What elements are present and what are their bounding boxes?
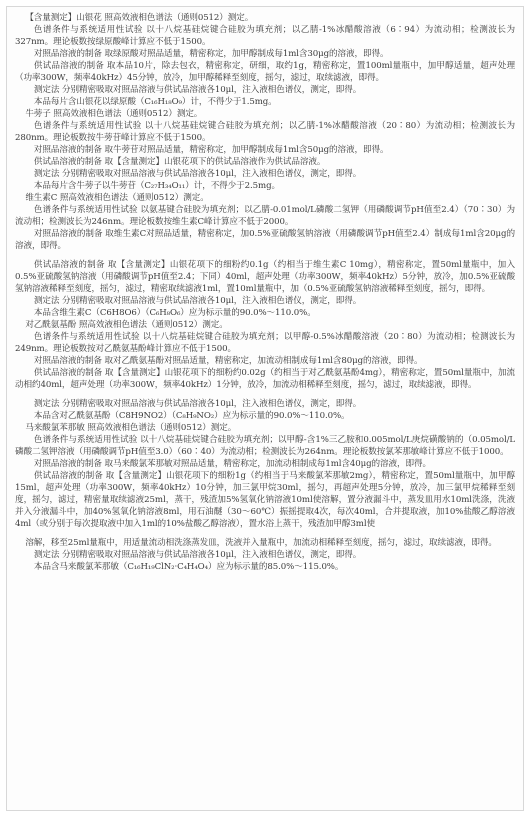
paragraph-gap — [15, 530, 515, 537]
document-page — [6, 6, 524, 811]
paragraph: 供试品溶液的制备 取【含量测定】山银花项下的细粉约0.1g（约相当于维生素C 10mg），精密称定，置50ml量瓶中，加入0.5%亚硫酸氢钠溶液（用磷酸调节pH值至2.4；下同）40ml，超声处理（功率300W，频率40kHz）5分钟，放冷，加0.5%亚硫酸氢钠溶液稀释至刻度，摇匀，滤过，精密取续滤液1ml，置10ml量瓶中，加（0.5%亚硫酸氢钠溶液稀释至刻度，摇匀，即得。 — [15, 260, 515, 294]
paragraph: 测定法 分别精密吸取对照品溶液与供试品溶液各10μl，注入液相色谱仪，测定，即得。 — [33, 296, 362, 306]
paragraph: 色谱条件与系统适用性试验 以十八烷基硅烷键合硅胶为填充剂；以甲醇-0.5%冰醋酸溶液（20∶80）为流动相；检测波长为249nm。理论板数按对乙酰氨基酚峰计算应不低于1500。 — [15, 332, 515, 354]
paragraph: 测定法 分别精密吸取对照品溶液与供试品溶液各10μl，注入液相色谱仪，测定，即得。 — [33, 85, 362, 95]
paragraph: 对照品溶液的制备 取维生素C对照品适量，精密称定，加0.5%亚硫酸氢钠溶液（用磷酸调节pH值至2.4）制成每1ml含20μg的溶液，即得。 — [15, 229, 515, 251]
paragraph: 本品每片含牛蒡子以牛蒡苷（C₂₇H₃₄O₁₁）计，不得少于2.5mg。 — [33, 181, 280, 191]
paragraph: 测定法 分别精密吸取对照品溶液与供试品溶液各10μl，注入液相色谱仪，测定，即得。 — [33, 550, 362, 560]
paragraph: 本品含马来酸氯苯那敏（C₁₆H₁₉ClN₂·C₄H₄O₄）应为标示量的85.0%～115.0%。 — [33, 562, 344, 572]
paragraph: 本品每片含山银花以绿原酸（C₁₆H₁₈O₉）计，不得少于1.5mg。 — [33, 97, 277, 107]
subsection-heading: 维生素C 照高效液相色谱法（通则0512）测定。 — [25, 193, 209, 203]
paragraph: 本品含对乙酰氨基酚（C8H9NO2）（C₈H₉NO₂）应为标示量的90.0%～110.0%。 — [33, 411, 350, 421]
paragraph: 对照品溶液的制备 取绿原酸对照品适量，精密称定，加甲醇制成每1ml含30μg的溶液，即得。 — [33, 49, 389, 59]
paragraph: 色谱条件与系统适用性试验 以十八烷基硅烷键合硅胶为填充剂；以乙腈-1%冰醋酸溶液（20∶80）为流动相；检测波长为280nm。理论板数按牛蒡苷峰计算应不低于1500。 — [15, 121, 515, 143]
paragraph-gap — [15, 391, 515, 398]
paragraph-continuation: 溶解，移至25ml量瓶中，用适量流动相洗涤蒸发皿，洗液并入量瓶中，加流动相稀释至刻度，摇匀，滤过，取续滤液，即得。 — [25, 538, 497, 548]
subsection-heading: 对乙酰氨基酚 照高效液相色谱法（通则0512）测定。 — [25, 320, 228, 330]
paragraph: 供试品溶液的制备 取【含量测定】山银花项下的细粉约0.02g（约相当于对乙酰氨基酚4mg），精密称定，置50ml量瓶中，加流动相约40ml，超声处理（功率300W，频率40kHz）1分钟，放冷，加流动相稀释至刻度，摇匀，滤过，取续滤液，即得。 — [15, 368, 515, 390]
paragraph: 供试品溶液的制备 取【含量测定】山银花项下的细粉1g（约相当于马来酸氯苯那敏2mg），精密称定，置50ml量瓶中，加甲醇15ml，超声处理（功率300W，频率40kHz）10分钟，加三氯甲烷30ml，摇匀，再超声处理5分钟，放冷，加三氯甲烷稀释至刻度，摇匀，滤过，精密量取续滤液25ml，蒸干，残渣加5%氢氧化钠溶液10ml使溶解，置分液漏斗中，蒸发皿用水10ml洗涤，洗液并入分液漏斗中，加40%氢氧化钠溶液8ml，用石油醚（30～60℃）振摇提取4次，每次40ml，合并提取液，加10%盐酸乙醇溶液4ml（或分别于每次提取液中加入1ml的10%盐酸乙醇溶液），置水浴上蒸干，残渣加甲醇3ml使 — [15, 471, 515, 529]
paragraph: 对照品溶液的制备 取牛蒡苷对照品适量，精密称定，加甲醇制成每1ml含50μg的溶液，即得。 — [33, 145, 389, 155]
paragraph: 对照品溶液的制备 取对乙酰氨基酚对照品适量，精密称定，加流动相制成每1ml含80μg的溶液，即得。 — [33, 356, 423, 366]
paragraph: 色谱条件与系统适用性试验 以十八烷基硅烷键合硅胶为填充剂；以甲醇-含1%三乙胺和0.005mol/L庚烷磺酸钠的（0.05mol/L磷酸二氢钾溶液（用磷酸调节pH值至3.0）（60∶40）为流动相；检测波长为264nm。理论板数按氯苯那敏峰计算应不低于1000。 — [15, 435, 515, 457]
paragraph: 测定法 分别精密吸取对照品溶液与供试品溶液各10μl，注入液相色谱仪，测定，即得。 — [33, 169, 362, 179]
paragraph: 色谱条件与系统适用性试验 以氨基键合硅胶为填充剂；以乙腈-0.01mol/L磷酸二氢钾（用磷酸调节pH值至2.4）（70∶30）为流动相；检测波长为246nm。理论板数按维生素C峰计算应不低于2000。 — [15, 205, 515, 227]
paragraph-gap — [15, 252, 515, 259]
section-heading: 【含量测定】山银花 照高效液相色谱法（通则0512）测定。 — [25, 13, 254, 23]
paragraph: 本品含维生素C（C6H8O6）（C₆H₈O₆）应为标示量的90.0%～110.0%。 — [33, 308, 316, 318]
paragraph: 测定法 分别精密吸取对照品溶液与供试品溶液各10μl，注入液相色谱仪，测定，即得。 — [33, 399, 362, 409]
paragraph: 供试品溶液的制备 取本品10片，除去包衣，精密称定，研细，取约1g，精密称定，置100ml量瓶中，加甲醇适量，超声处理（功率300W，频率40kHz）45分钟，放冷，加甲醇稀释至刻度，摇匀，滤过，取续滤液，即得。 — [15, 61, 515, 83]
paragraph: 色谱条件与系统适用性试验 以十八烷基硅烷键合硅胶为填充剂；以乙腈-1%冰醋酸溶液（6∶94）为流动相；检测波长为327nm。理论板数按绿原酸峰计算应不低于1500。 — [15, 25, 515, 47]
subsection-heading: 马来酸氯苯那敏 照高效液相色谱法（通则0512）测定。 — [25, 423, 237, 433]
paragraph: 对照品溶液的制备 取马来酸氯苯那敏对照品适量，精密称定，加流动相制成每1ml含40μg的溶液，即得。 — [33, 459, 431, 469]
subsection-heading: 牛蒡子 照高效液相色谱法（通则0512）测定。 — [25, 109, 203, 119]
paragraph: 供试品溶液的制备 取【含量测定】山银花项下的供试品溶液作为供试品溶液。 — [33, 157, 326, 167]
